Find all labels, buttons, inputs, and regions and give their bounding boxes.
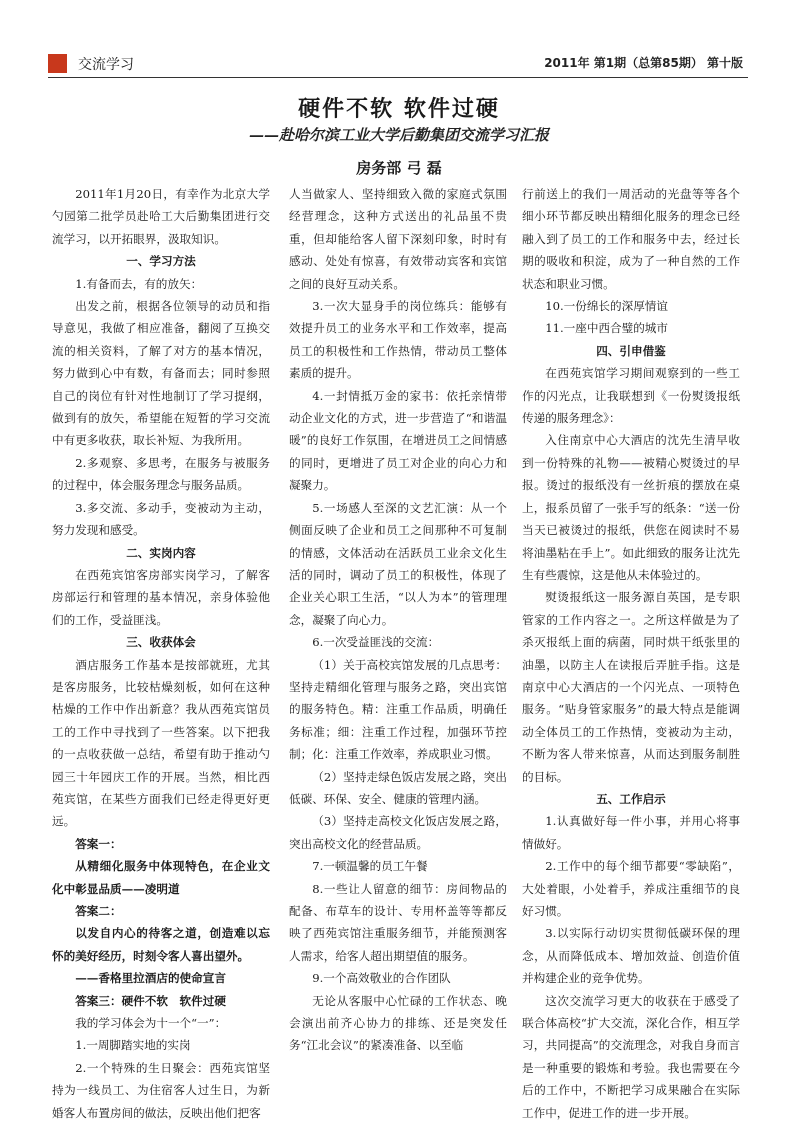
article-author: 房务部 弓 磊 [356, 159, 442, 177]
paragraph: 2.多观察、多思考，在服务与被服务的过程中，体会服务理念与服务品质。 [52, 455, 270, 493]
paragraph: 3.以实际行动切实贯彻低碳环保的理念，从而降低成本、增加效益、创造价值并构建企业的竞争优势。 [522, 926, 740, 986]
paragraph: 五、工作启示 [596, 791, 666, 806]
paragraph: 1.有备而去，有的放矢： [75, 276, 203, 291]
paragraph: 行前送上的我们一周活动的光盘等等各个细小环节都反映出精细化服务的理念已经融入到了员工的工作和服务中去，经过长期的吸收和积淀，成为了一种自然的工作状态和职业习惯。 [522, 187, 740, 291]
paragraph: 答案二： [75, 904, 122, 918]
paragraph: 我的学习体会为十一个“一”： [75, 1016, 227, 1031]
paragraph: 9.一个高效敬业的合作团队 [312, 971, 451, 986]
text-column-1 [52, 183, 270, 1124]
paragraph: 从精细化服务中体现特色，在企业文化中彰显品质——凌明道 [52, 859, 270, 896]
article-title: 硬件不软 软件过硬 [298, 96, 500, 122]
paragraph: （2）坚持走绿色饭店发展之路，突出低碳、环保、安全、健康的管理内涵。 [289, 769, 507, 806]
paragraph: 8.一些让人留意的细节：房间物品的配备、布草车的设计、专用杯盖等等都反映了西苑宾馆注重服务细节，并能预测客人需求，给客人超出期望值的服务。 [289, 881, 507, 963]
paragraph: 四、引申借鉴 [596, 343, 666, 358]
paragraph: 在西苑宾馆客房部实岗学习，了解客房部运行和管理的基本情况，亲身体验他们的工作，受益匪浅。 [52, 567, 270, 627]
paragraph: 2.一个特殊的生日聚会：西苑宾馆坚持为一线员工、为住宿客人过生日，为新婚客人布置房间的做法，反映出他们把客 [52, 1060, 270, 1120]
text-column-2 [289, 183, 507, 1057]
paragraph: 3.一次大显身手的岗位练兵：能够有效提升员工的业务水平和工作效率，提高员工的积极性和工作热情，带动员工整体素质的提升。 [289, 299, 507, 381]
paragraph: 1.认真做好每一件小事，并用心将事情做好。 [522, 814, 740, 851]
paragraph: 在西苑宾馆学习期间观察到的一些工作的闪光点，让我联想到《一份熨烫报纸传递的服务理念》： [522, 366, 740, 426]
paragraph: 入住南京中心大酒店的沈先生清早收到一份特殊的礼物——被精心熨烫过的早报。烫过的报纸没有一丝折痕的摆放在桌上，报系员留了一张手写的纸条：“送一份当天已被烫过的报纸，供您在阅读时不易将油墨粘在手上”。如此细致的服务让沈先生有些震惊，这是他从未体验过的。 [522, 433, 740, 582]
paragraph: 这次交流学习更大的收获在于感受了联合体高校“扩大交流，深化合作，相互学习，共同提高”的交流理念，对我自身而言是一种重要的锻炼和考验。我也需要在今后的工作中，不断把学习成果融合在实际工作中，促进工作的进一步开展。 [522, 993, 740, 1120]
page-header [48, 50, 748, 78]
paragraph: 二、实岗内容 [126, 545, 196, 560]
paragraph: 答案一： [75, 836, 122, 851]
header-rule [48, 77, 748, 78]
article-subtitle: ——赴哈尔滨工业大学后勤集团交流学习汇报 [248, 126, 549, 144]
section-name: 交流学习 [78, 57, 134, 73]
paragraph: 7.一顿温馨的员工午餐 [312, 859, 428, 874]
paragraph: 出发之前，根据各位领导的动员和指导意见，我做了相应准备，翻阅了互换交流的相关资料，了解了对方的基本情况，努力做到心中有数，有备而去；同时参照自己的岗位有针对性地制订了学习提纲，做到有的放矢，希望能在短暂的学习交流中有更多收获，取长补短、为我所用。 [52, 299, 270, 448]
paragraph: 酒店服务工作基本是按部就班，尤其是客房服务，比较枯燥刻板，如何在这种枯燥的工作中作出新意？我从西苑宾馆员工的工作中寻找到了一些答案。以下把我的一点收获做一总结，希望有助于推动勺园三十年园庆工作的开展。当然，相比西苑宾馆，在某些方面我们已经走得更好更远。 [52, 657, 270, 829]
paragraph: 3.多交流、多动手，变被动为主动，努力发现和感受。 [52, 500, 270, 538]
paragraph: 以发自内心的待客之道，创造难以忘怀的美好经历，时刻令客人喜出望外。 [52, 926, 270, 963]
issue-info: 2011年 第1期（总第85期） 第十版 [544, 56, 743, 70]
paragraph: 熨烫报纸这一服务源自英国，是专职管家的工作内容之一。之所这样做是为了杀灭报纸上面的病菌，同时烘干纸张里的油墨，以防主人在读报后弄脏手指。这是南京中心大酒店的一个闪光点、一项特色服务。“贴身管家服务”的最大特点是能调动全体员工的工作热情，变被动为主动，不断为客人带来惊喜，从而达到服务制胜的目标。 [522, 590, 740, 784]
paragraph: 三、收获体会 [126, 635, 196, 650]
paragraph: （1）关于高校宾馆发展的几点思考：坚持走精细化管理与服务之路，突出宾馆的服务特色。精：注重工作品质，明确任务标准；细：注重工作过程，加强环节控制；化：注重工作效率，养成职业习惯。 [289, 657, 507, 762]
paragraph: 11.一座中西合璧的城市 [545, 321, 668, 336]
paragraph: 10.一份绵长的深厚情谊 [545, 299, 668, 314]
paragraph: 1.一周脚踏实地的实岗 [75, 1038, 191, 1053]
paragraph: 无论从客服中心忙碌的工作状态、晚会演出前齐心协力的排练、还是突发任务“江北会议”的紧凑准备、以至临 [289, 993, 507, 1053]
paragraph: 4.一封情抵万金的家书：依托亲情带动企业文化的方式，进一步营造了“和谐温暖”的良好工作氛围，在增进员工之间情感的同时，更增进了员工对企业的向心力和凝聚力。 [289, 388, 507, 493]
paragraph: 一、学习方法 [126, 254, 196, 269]
section-marker-square [48, 54, 67, 73]
paragraph: 2011年1月20日，有幸作为北京大学勺园第二批学员赴哈工大后勤集团进行交流学习，以开拓眼界，汲取知识。 [52, 187, 270, 246]
paragraph: 2.工作中的每个细节都要“零缺陷”，大处着眼，小处着手，养成注重细节的良好习惯。 [522, 859, 740, 918]
paragraph: 答案三：硬件不软 软件过硬 [75, 993, 226, 1008]
paragraph: 5.一场感人至深的文艺汇演：从一个侧面反映了企业和员工之间那种不可复制的情感，文体活动在活跃员工业余文化生活的同时，调动了员工的积极性，体现了企业关心职工生活，“以人为本”的管理理念，凝聚了向心力。 [289, 500, 507, 627]
paragraph: 人当做家人、坚持细致入微的家庭式氛围经营理念，这种方式送出的礼品虽不贵重，但却能给客人留下深刻印象，时时有感动、处处有惊喜，有效带动宾客和宾馆之间的良好互动关系。 [289, 187, 507, 291]
paragraph: ——香格里拉酒店的使命宣言 [75, 971, 226, 986]
paragraph: 6.一次受益匪浅的交流： [312, 635, 440, 650]
paragraph: （3）坚持走高校文化饭店发展之路，突出高校文化的经营品质。 [289, 814, 507, 851]
text-column-3 [522, 183, 740, 1124]
